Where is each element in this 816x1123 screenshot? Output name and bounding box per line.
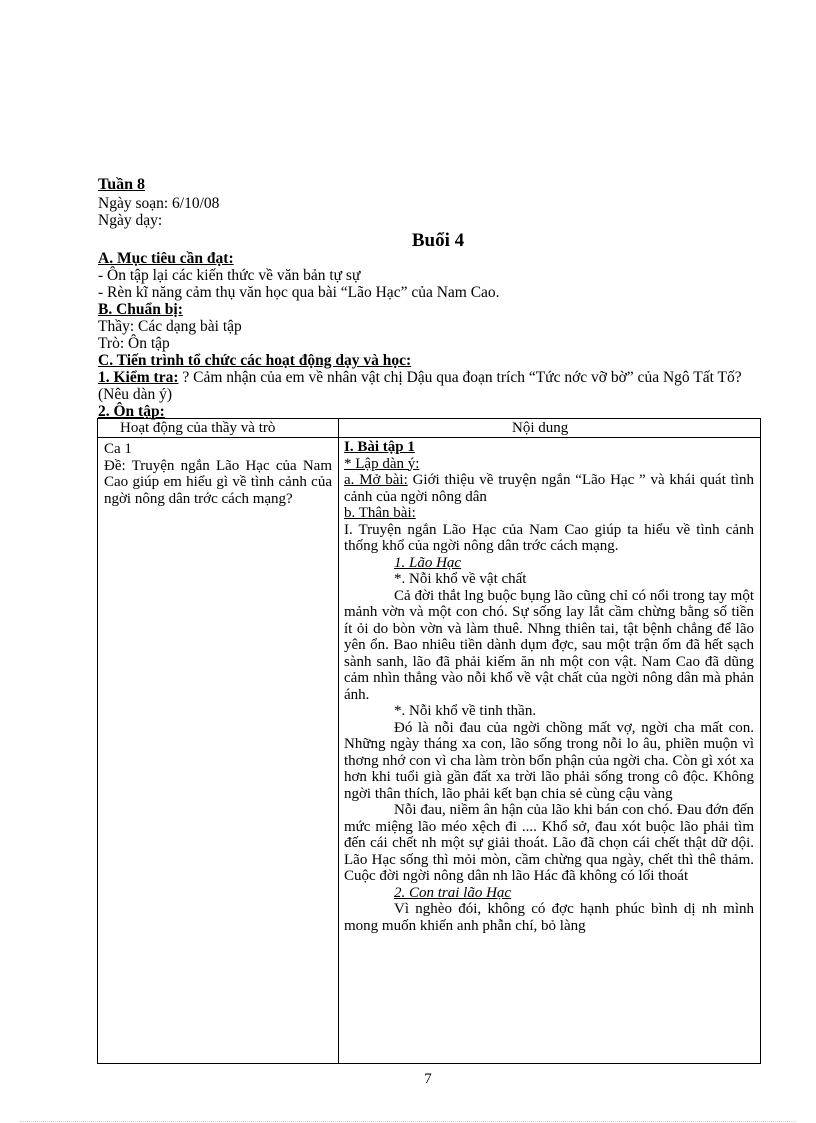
subheading-lao-hac: 1. Lão Hạc [394,554,462,571]
week-label: Tuần 8 [98,176,145,193]
body-paragraph: Cả đời thắt lng buộc bụng lão cũng chỉ có nổi trong tay một mảnh vờn và một con chó. Sự sống lay lắt cầm chừng bằng số tiền ít ỏi do bòn vờn và làm thuê. Nhng thiên tai, tật bệnh chẳng để lão yên ổn. Bao nhiêu tiền dành dụm đợc, sau một trận ốm đã hết sạch sành sanh, lão đã phải kiếm ăn nh một con vật. Nam Cao đã dũng cảm nhìn thẳng vào nỗi khổ về vật chất của ngời nông dân mà phản ánh. [344,587,754,703]
session-label: Ca 1 [104,441,132,457]
subheading-son: 2. Con trai lão Hạc [394,884,512,901]
section-a-heading: A. Mục tiêu cần đạt: [98,250,234,267]
date-prepared: Ngày soạn: 6/10/08 [98,195,220,212]
body-paragraph: I. Truyện ngắn Lão Hạc của Nam Cao giúp ta hiểu về tình cảnh thống khổ của ngời nông dân trớc cách mạng. [344,521,754,554]
page-number: 7 [424,1071,432,1087]
intro-label: a. Mở bài: [344,472,408,488]
activity-cell [104,441,332,507]
outline-label: * Lập dàn ý: [344,455,420,472]
check-paragraph [98,369,758,403]
col-activity-header: Hoạt động của thầy và trò [120,420,276,436]
review-label: 2. Ôn tập: [98,403,165,420]
check-label: 1. Kiểm tra: [98,369,179,386]
section-b-heading: B. Chuẩn bị: [98,301,183,318]
page-title: Buổi 4 [411,230,465,251]
check-text: ? Cảm nhận của em về nhân vật chị Dậu qua đoạn trích “Tức nớc vỡ bờ” của Ngô Tất Tố? (Nêu dàn ý) [98,369,742,403]
body-label: b. Thân bài: [344,505,416,521]
section-a-item: - Rèn kĩ năng cảm thụ văn học qua bài “Lão Hạc” của Nam Cao. [98,284,500,301]
essay-prompt: Đề: Truyện ngắn Lão Hạc của Nam Cao giúp em hiểu gì về tình cảnh của ngời nông dân trớc cách mạng? [104,457,332,507]
material-hardship-label: *. Nỗi khổ về vật chất [394,571,527,587]
col-content-header: Nội dung [512,420,569,436]
date-taught: Ngày dạy: [98,212,163,229]
lesson-table [97,418,761,1064]
intro-paragraph [344,472,754,505]
exercise-heading: I. Bài tập 1 [344,439,415,455]
column-divider [338,419,339,1063]
body-paragraph: Đó là nỗi đau của ngời chồng mất vợ, ngời cha mất con. Những ngày tháng xa con, lão sống trong nỗi lo âu, phiền muộn vì thơng nhớ con vì cha làm tròn bổn phận của ngời cha. Còn gì xót xa hơn khi tuổi già gần đất xa trời lão phải sống trong cô độc. Không ngời thân thích, lão phải kết bạn chia sẻ cùng cậu vàng [344,719,754,802]
page-bottom-divider [20,1121,796,1122]
body-paragraph: Nỗi đau, niềm ân hận của lão khi bán con chó. Đau đớn đến mức miệng lão méo xệch đi .... Khổ sở, đau xót buộc lão phải tìm đến cái chết nh một sự giải thoát. Lão đã chọn cái chết thật dữ dội. Lão Hạc sống thì mỏi mòn, cầm chừng qua ngày, chết thì thê thảm. Cuộc đời ngời nông dân nh lão Hác đã không có lối thoát [344,802,754,884]
body-paragraph: Vì nghèo đói, không có đợc hạnh phúc bình dị nh mình mong muốn khiến anh phẫn chí, bỏ làng [344,901,754,934]
spiritual-hardship-label: *. Nỗi khổ về tinh thần. [394,703,537,719]
student-prep: Trò: Ôn tập [98,335,170,352]
section-a-item: - Ôn tập lại các kiến thức về văn bản tự sự [98,267,361,284]
teacher-prep: Thầy: Các dạng bài tập [98,318,242,335]
intro-text: Giới thiệu về truyện ngắn “Lão Hạc ” và khái quát tình cảnh của ngời nông dân [344,472,755,505]
content-cell [344,439,754,935]
section-c-heading: C. Tiến trình tổ chức các hoạt động dạy và học: [98,352,412,369]
